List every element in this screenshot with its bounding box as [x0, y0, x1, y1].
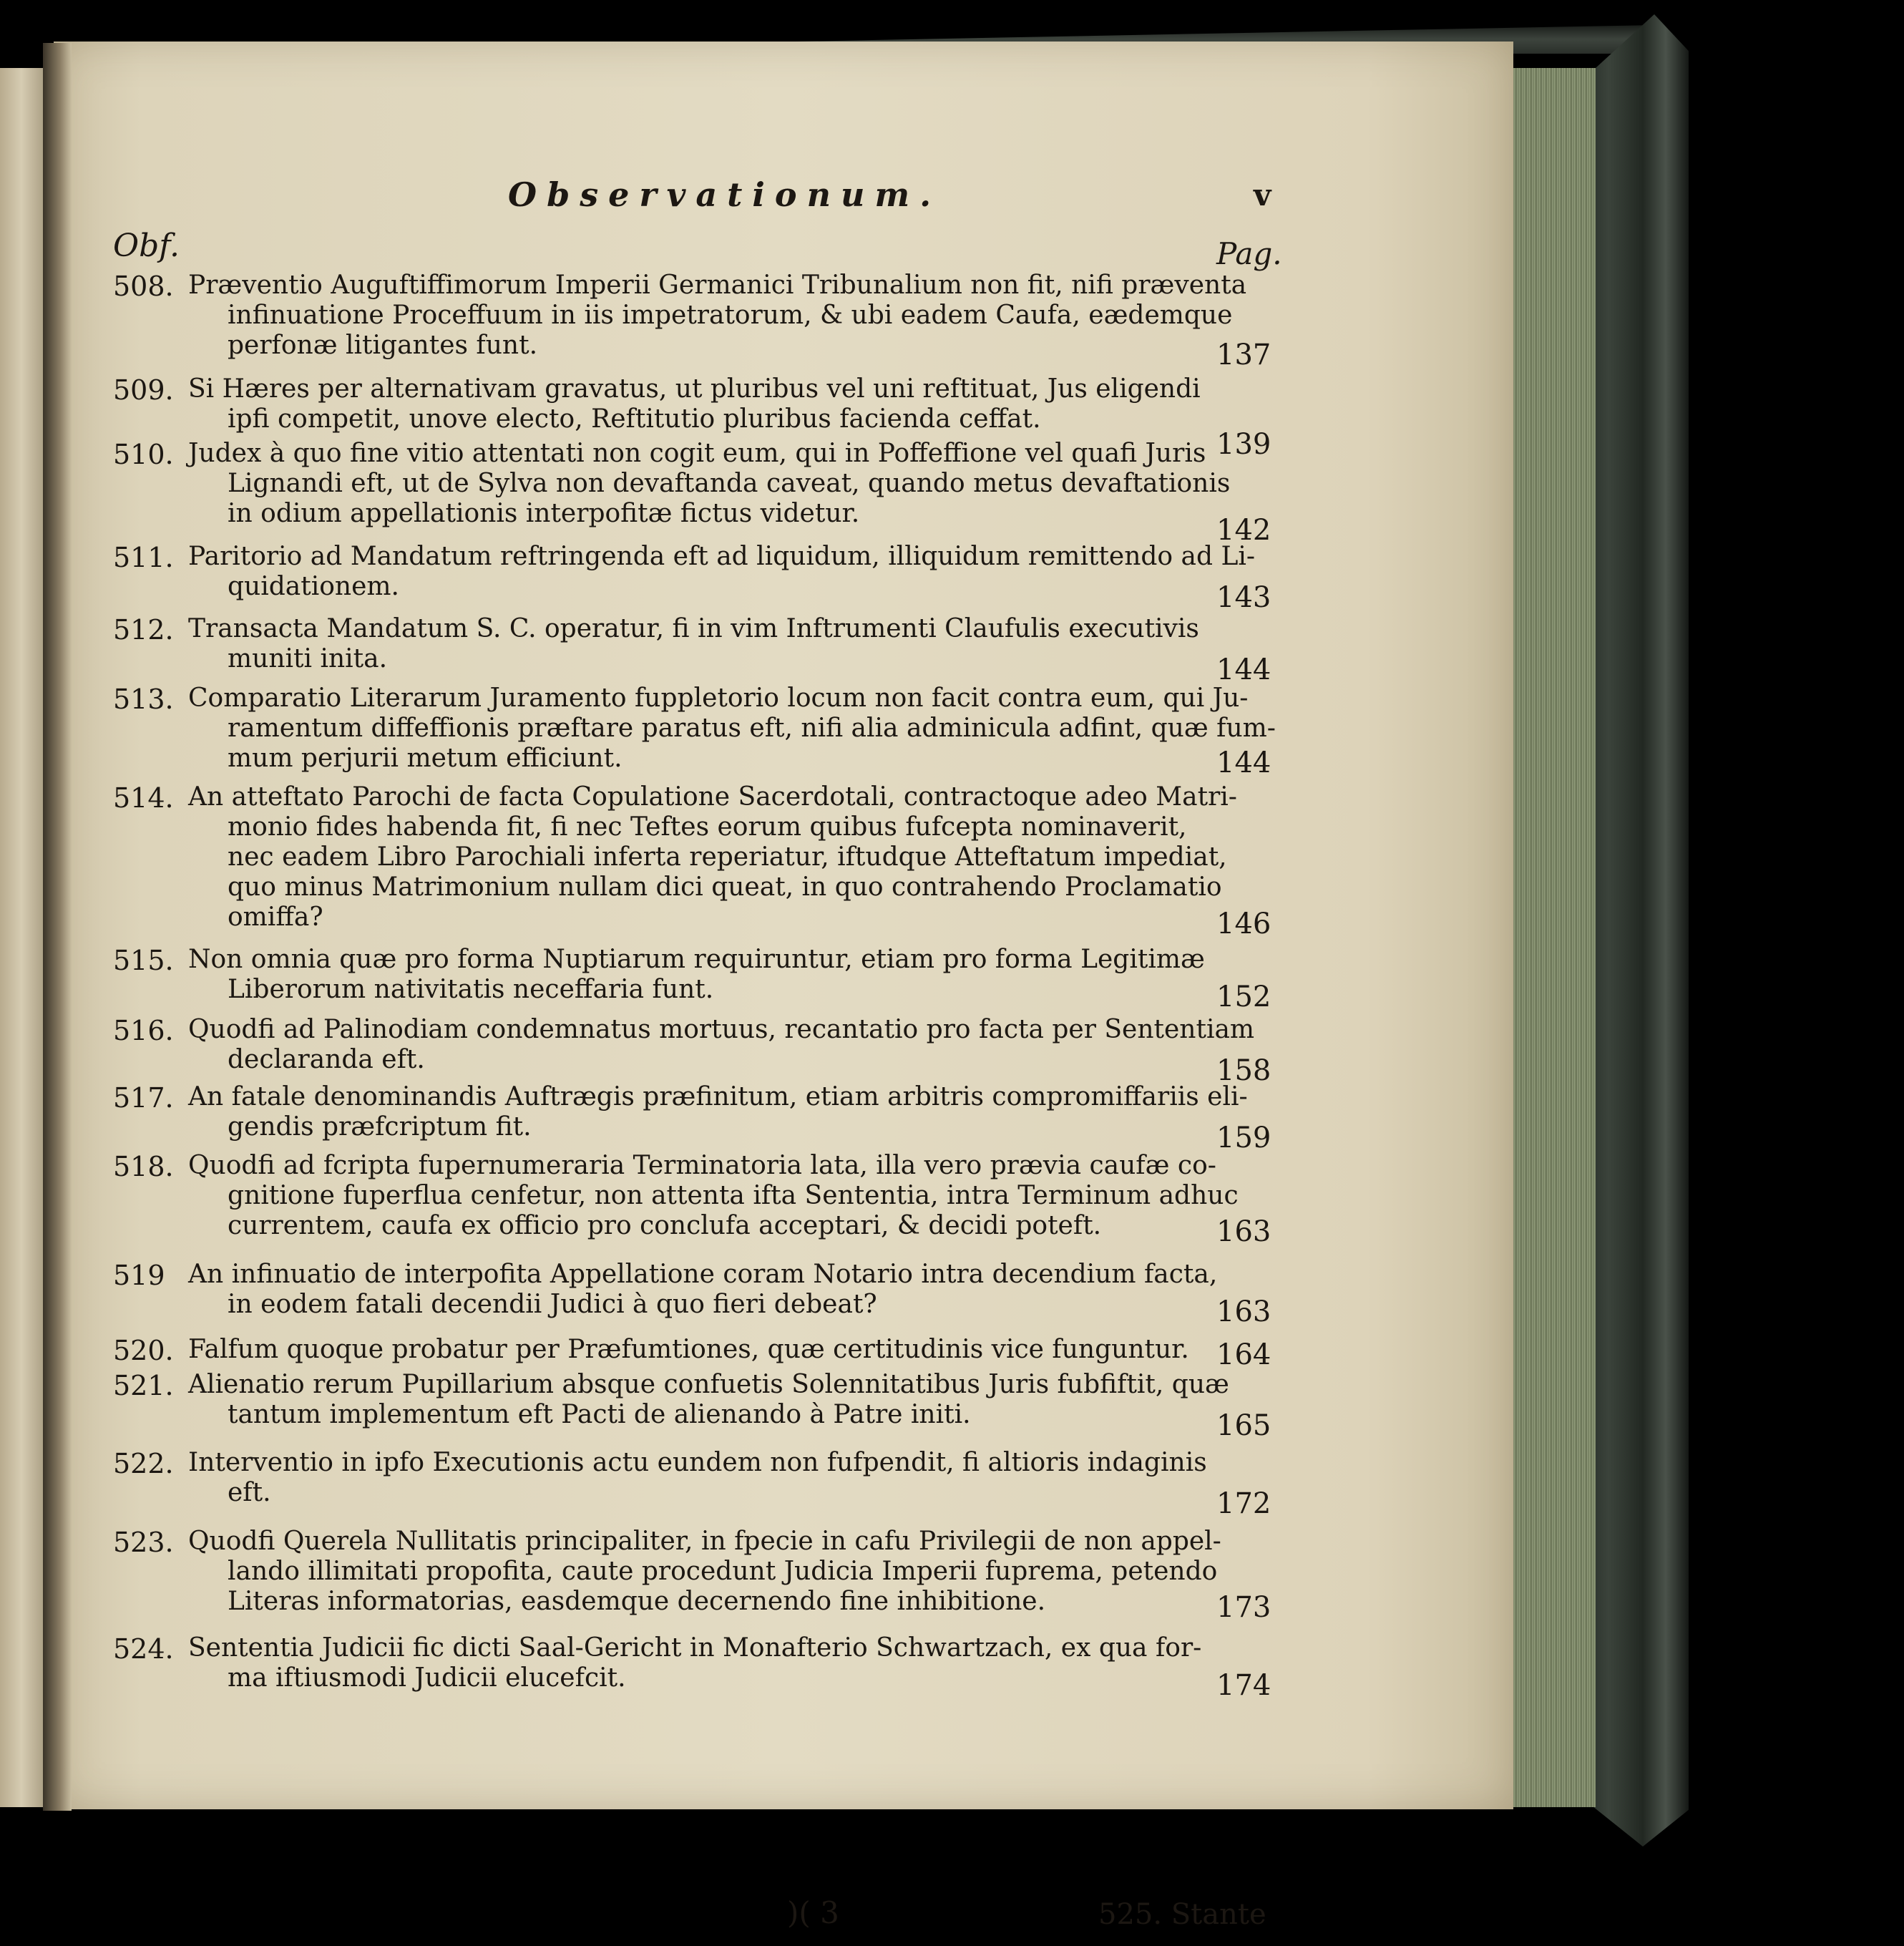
entry-page-reference: 163 — [1216, 1295, 1271, 1328]
running-title: Observationum. — [508, 175, 942, 214]
entry-line: Quodfi Querela Nullitatis principaliter, in fpecie in cafu Privilegii de non appel- — [188, 1527, 1221, 1556]
entry-line: Literas informatorias, easdemque decernendo fine inhibitione. — [228, 1587, 1046, 1616]
entry-number: 512. — [113, 614, 174, 646]
entry-line: tantum implementum eft Pacti de alienando à Patre initi. — [228, 1400, 971, 1429]
entry-line: lando illimitati propofita, caute procedunt Judicia Imperii fuprema, petendo — [228, 1557, 1218, 1586]
column-heading-obs: Obf. — [113, 228, 180, 264]
entry-line: omiffa? — [228, 903, 323, 932]
entry-line: perfonæ litigantes funt. — [228, 331, 538, 360]
entry-page-reference: 158 — [1216, 1054, 1271, 1087]
entry-line: Quodfi ad fcripta fupernumeraria Terminatoria lata, illa vero prævia caufæ co- — [188, 1151, 1216, 1180]
signature-mark: )( 3 — [787, 1895, 839, 1930]
entry-line: Lignandi eft, ut de Sylva non devaftanda caveat, quando metus devaftationis — [228, 469, 1231, 498]
entry-line: in odium appellationis interpofitæ fictus videtur. — [228, 499, 860, 528]
entry-number: 520. — [113, 1335, 174, 1366]
entry-text — [188, 1015, 1254, 1075]
entry-text — [188, 945, 1205, 1005]
entry-line: An infinuatio de interpofita Appellatione coram Notario intra decendium facta, — [188, 1260, 1218, 1289]
entry-line: gnitione fuperflua cenfetur, non attenta ifta Sententia, intra Terminum adhuc — [228, 1181, 1239, 1210]
entry-text — [188, 782, 1237, 933]
entry-line: Transacta Mandatum S. C. operatur, fi in vim Inftrumenti Claufulis executivis — [188, 614, 1199, 643]
entry-page-reference: 142 — [1216, 514, 1271, 547]
entry-line: mum perjurii metum efficiunt. — [228, 744, 623, 773]
entry-line: Judex à quo fine vitio attentati non cogit eum, qui in Poffeffione vel quafi Juris — [188, 439, 1206, 468]
entry-number: 523. — [113, 1527, 174, 1558]
entry-number: 513. — [113, 683, 174, 715]
entry-line: Alienatio rerum Pupillarium absque confuetis Solennitatibus Juris fubfiftit, quæ — [188, 1370, 1229, 1399]
column-heading-pag: Pag. — [1216, 236, 1282, 271]
entry-page-reference: 172 — [1216, 1487, 1271, 1520]
entry-line: quidationem. — [228, 572, 399, 601]
entry-page-reference: 163 — [1216, 1215, 1271, 1248]
entry-line: Sententia Judicii fic dicti Saal-Gericht in Monafterio Schwartzach, ex qua for- — [188, 1633, 1202, 1663]
entry-number: 516. — [113, 1015, 174, 1046]
entry-text — [188, 683, 1276, 774]
entry-line: gendis præfcriptum fit. — [228, 1112, 532, 1142]
entry-number: 514. — [113, 782, 174, 814]
entry-number: 522. — [113, 1448, 174, 1479]
entry-text — [188, 1335, 1189, 1365]
page-number: v — [1254, 177, 1271, 213]
entry-line: declaranda eft. — [228, 1045, 425, 1074]
entry-line: quo minus Matrimonium nullam dici queat, in quo contrahendo Proclamatio — [228, 872, 1222, 902]
entry-line: ma iftiusmodi Judicii elucefcit. — [228, 1663, 626, 1693]
entry-number: 521. — [113, 1370, 174, 1401]
entry-text — [188, 1370, 1229, 1430]
entry-line: Comparatio Literarum Juramento fuppletorio locum non facit contra eum, qui Ju- — [188, 683, 1249, 713]
entry-number: 510. — [113, 439, 174, 470]
entry-line: infinuatione Proceffuum in iis impetratorum, & ubi eadem Caufa, eædemque — [228, 301, 1233, 330]
entry-text — [188, 1527, 1221, 1617]
entry-text — [188, 1260, 1217, 1320]
entry-line: in eodem fatali decendii Judici à quo fieri debeat? — [228, 1290, 877, 1319]
entry-line: Non omnia quæ pro forma Nuptiarum requiruntur, etiam pro forma Legitimæ — [188, 945, 1205, 974]
entry-text — [188, 1633, 1201, 1693]
entry-line: An atteftato Parochi de facta Copulatione Sacerdotali, contractoque adeo Matri- — [188, 782, 1237, 812]
entry-page-reference: 152 — [1216, 981, 1271, 1013]
entry-page-reference: 164 — [1216, 1338, 1271, 1371]
entry-line: Præventio Auguftiffimorum Imperii Germanici Tribunalium non fit, nifi præventa — [188, 271, 1247, 300]
entry-text — [188, 374, 1201, 434]
entry-page-reference: 173 — [1216, 1591, 1271, 1624]
entry-text — [188, 271, 1246, 361]
entry-page-reference: 159 — [1216, 1122, 1271, 1154]
entry-line: ramentum diffeffionis præftare paratus eft, nifi alia adminicula adfint, quæ fum- — [228, 714, 1276, 743]
entry-line: monio fides habenda fit, fi nec Teftes eorum quibus fufcepta nominaverit, — [228, 812, 1187, 842]
entry-line: muniti inita. — [228, 644, 388, 673]
entry-line: ipfi competit, unove electo, Reftitutio pluribus facienda ceffat. — [228, 404, 1041, 434]
entry-line: nec eadem Libro Parochiali inferta reperiatur, iftudque Atteftatum impediat, — [228, 842, 1227, 872]
entry-line: Liberorum nativitatis neceffaria funt. — [228, 975, 714, 1004]
entry-line: currentem, caufa ex officio pro conclufa acceptari, & decidi poteft. — [228, 1211, 1102, 1240]
entry-line: eft. — [228, 1478, 271, 1507]
entry-number: 511. — [113, 542, 174, 573]
entry-page-reference: 139 — [1216, 428, 1271, 461]
entry-number: 519 — [113, 1260, 165, 1291]
entry-page-reference: 146 — [1216, 908, 1271, 940]
entry-page-reference: 137 — [1216, 339, 1271, 371]
entry-text — [188, 1151, 1239, 1241]
entry-number: 508. — [113, 271, 174, 302]
catchword: 525. Stante — [1098, 1898, 1266, 1931]
entry-number: 515. — [113, 945, 174, 976]
entry-line: Paritorio ad Mandatum reftringenda eft ad liquidum, illiquidum remittendo ad Li- — [188, 542, 1256, 571]
entry-text — [188, 1448, 1207, 1508]
entry-page-reference: 143 — [1216, 581, 1271, 614]
entry-page-reference: 174 — [1216, 1669, 1271, 1702]
entry-number: 518. — [113, 1151, 174, 1182]
entry-number: 517. — [113, 1082, 174, 1114]
entry-page-reference: 165 — [1216, 1409, 1271, 1442]
entry-line: Quodfi ad Palinodiam condemnatus mortuus, recantatio pro facta per Sententiam — [188, 1015, 1255, 1044]
entry-page-reference: 144 — [1216, 653, 1271, 686]
entry-number: 509. — [113, 374, 174, 406]
entry-line: Si Hæres per alternativam gravatus, ut pluribus vel uni reftituat, Jus eligendi — [188, 374, 1201, 404]
entry-line: Interventio in ipfo Executionis actu eundem non fufpendit, fi altioris indaginis — [188, 1448, 1207, 1477]
entry-text — [188, 1082, 1248, 1142]
entry-page-reference: 144 — [1216, 746, 1271, 779]
entry-text — [188, 439, 1230, 529]
entry-text — [188, 614, 1199, 674]
entry-text — [188, 542, 1255, 602]
entry-number: 524. — [113, 1633, 174, 1665]
entry-line: Falfum quoque probatur per Præfumtiones, quæ certitudinis vice funguntur. — [188, 1335, 1189, 1364]
entry-line: An fatale denominandis Auftrægis præfinitum, etiam arbitris compromiffariis eli- — [188, 1082, 1248, 1111]
